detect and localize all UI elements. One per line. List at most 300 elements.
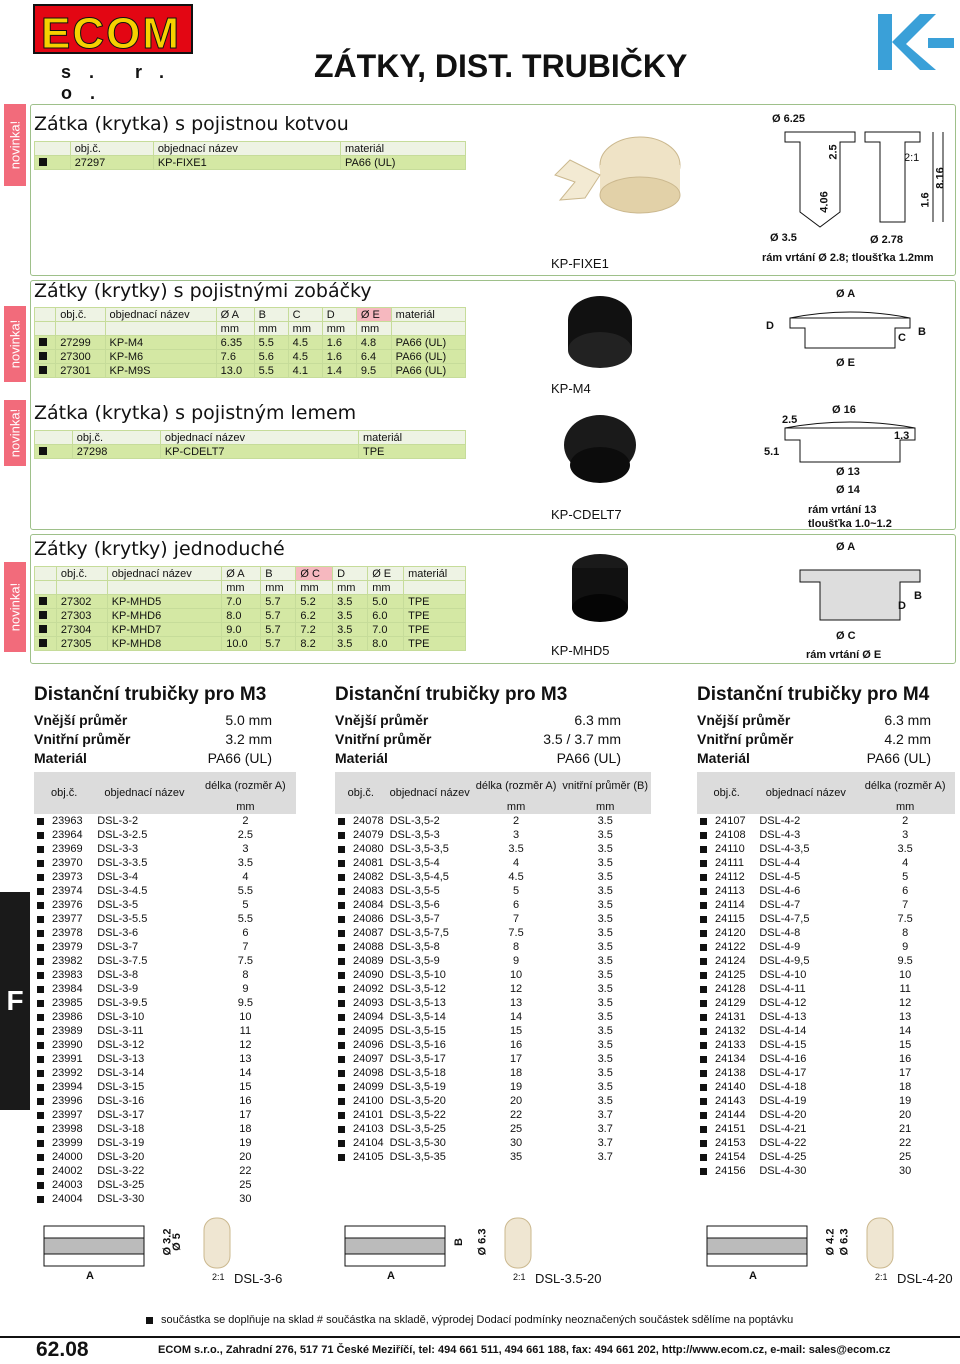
cdelt-table — [34, 430, 466, 459]
bullet-icon — [700, 860, 707, 867]
column-header: obj.č. — [72, 431, 160, 445]
order-number: 23990 — [34, 1038, 94, 1052]
table-cell: DSL-3,5-14 — [389, 1011, 446, 1023]
table-row — [34, 1178, 296, 1192]
order-number: 24134 — [697, 1052, 756, 1066]
new-tab: novinka! — [4, 306, 26, 382]
table-cell: 3 — [513, 829, 520, 841]
spec-label: Vnější průměr — [697, 712, 791, 728]
bullet-icon — [39, 625, 47, 633]
table-cell: PA66 (UL) — [391, 336, 465, 350]
spacer-title: Distanční trubičky pro M3 — [34, 684, 267, 705]
bullet-icon — [37, 930, 44, 937]
table-cell: 4.5 — [288, 350, 322, 364]
table-cell: 1.6 — [322, 336, 356, 350]
bullet-icon — [700, 958, 707, 965]
table-row — [34, 1108, 296, 1122]
table-row — [697, 870, 955, 884]
order-number: 24115 — [697, 912, 756, 926]
order-number: 24087 — [335, 926, 387, 940]
unit-cell: mm — [261, 581, 296, 595]
bullet-icon — [338, 1056, 345, 1063]
drill-note: rám vrtání Ø 2.8; tloušťka 1.2mm — [762, 252, 934, 264]
bullet-icon — [700, 972, 707, 979]
table-cell: DSL-3-16 — [97, 1095, 145, 1107]
table-cell: PA66 (UL) — [340, 156, 465, 170]
bullet-col — [35, 364, 56, 378]
table-cell: KP-M6 — [105, 350, 216, 364]
table-cell: DSL-3-13 — [97, 1053, 145, 1065]
bullet-icon — [338, 1028, 345, 1035]
table-row — [35, 156, 466, 170]
table-cell: 27301 — [56, 364, 105, 378]
table-cell: DSL-3-15 — [97, 1081, 145, 1093]
table-cell: 5.0 — [368, 595, 404, 609]
table-cell — [56, 581, 107, 595]
order-number: 24113 — [697, 884, 756, 898]
table-cell: 9.5 — [237, 997, 254, 1009]
bullet-icon — [338, 1014, 345, 1021]
order-number: 24107 — [697, 814, 756, 828]
table-cell: 6 — [242, 927, 249, 939]
table-cell: 3.5 — [597, 997, 613, 1009]
bullet-icon — [700, 846, 707, 853]
dim-label: Ø C — [836, 630, 856, 642]
table-row — [335, 814, 651, 828]
table-row — [335, 828, 651, 842]
photo-caption: KP-MHD5 — [551, 643, 610, 658]
spec-value: PA66 (UL) — [207, 750, 272, 766]
spec-label: Materiál — [34, 750, 87, 766]
order-number: 23979 — [34, 940, 94, 954]
table-cell: 3.5 — [597, 913, 613, 925]
order-number: 24092 — [335, 982, 387, 996]
bullet-icon — [37, 986, 44, 993]
order-number: 23985 — [34, 996, 94, 1010]
order-number: 23978 — [34, 926, 94, 940]
table-cell: DSL-4-18 — [759, 1081, 807, 1093]
table-cell: 3.5 — [597, 941, 613, 953]
order-number: 23992 — [34, 1066, 94, 1080]
table-cell — [391, 322, 465, 336]
table-cell: DSL-3-30 — [97, 1193, 145, 1205]
table-cell: 9 — [902, 941, 909, 953]
table-row — [335, 1080, 651, 1094]
order-number: 24004 — [34, 1192, 94, 1206]
order-number: 24089 — [335, 954, 387, 968]
table-cell: 6.0 — [368, 609, 404, 623]
table-cell: DSL-3,5-3,5 — [389, 843, 449, 855]
order-number: 24110 — [697, 842, 756, 856]
dim-label: B — [918, 326, 926, 338]
table-cell: 7 — [242, 941, 249, 953]
column-header: materiál — [358, 431, 465, 445]
table-cell: 27305 — [56, 637, 107, 651]
table-row — [697, 1108, 955, 1122]
table-cell: TPE — [404, 623, 466, 637]
spec-label: Vnitřní průměr — [335, 731, 432, 747]
unit-cell: mm — [288, 322, 322, 336]
table-cell: 18 — [899, 1081, 912, 1093]
dim-label: 2.5 — [827, 144, 840, 160]
table-cell: 9 — [242, 983, 249, 995]
bullet-icon — [700, 1014, 707, 1021]
order-number: 24095 — [335, 1024, 387, 1038]
table-header — [34, 772, 296, 800]
table-cell — [404, 581, 466, 595]
bullet-icon — [338, 1126, 345, 1133]
table-cell: 3.5 — [597, 955, 613, 967]
bullet-icon — [700, 1140, 707, 1147]
table-row — [335, 1122, 651, 1136]
table-cell: 19 — [899, 1095, 912, 1107]
column-header: objednací název — [94, 772, 195, 814]
order-number: 23969 — [34, 842, 94, 856]
table-row — [335, 954, 651, 968]
bullet-icon — [37, 1042, 44, 1049]
order-number: 24104 — [335, 1136, 387, 1150]
bullet-icon — [39, 338, 47, 346]
table-cell: DSL-3-2 — [97, 815, 139, 827]
table-cell: 25 — [899, 1151, 912, 1163]
table-row — [34, 1122, 296, 1136]
drill-note: tloušťka 1.0~1.2 — [808, 518, 892, 530]
units-row — [35, 581, 466, 595]
legend: součástka se doplňuje na sklad # součástka na skladě, výprodej Dodací podmínky neoznačených součástek sdělíme na poptávku — [146, 1314, 793, 1326]
bullet-icon — [338, 986, 345, 993]
dim-label: 5.1 — [764, 446, 780, 458]
table-cell: 5 — [513, 885, 520, 897]
bullet-icon — [37, 818, 44, 825]
table-cell: 17 — [899, 1067, 912, 1079]
spec-label: Vnější průměr — [34, 712, 128, 728]
bullet-icon — [37, 1098, 44, 1105]
bullet-icon — [37, 1056, 44, 1063]
table-cell: 17 — [509, 1053, 523, 1065]
table-cell: 5 — [902, 871, 909, 883]
spacer-title: Distanční trubičky pro M4 — [697, 684, 930, 705]
table-cell: 4 — [242, 871, 249, 883]
bullet-icon — [37, 958, 44, 965]
column-header: obj.č. — [56, 308, 105, 322]
table-cell: DSL-4-17 — [759, 1067, 807, 1079]
bullet-icon — [338, 1000, 345, 1007]
bullet-col — [35, 142, 71, 156]
table-cell: DSL-4-19 — [759, 1095, 807, 1107]
table-cell: 8 — [513, 941, 520, 953]
table-cell: 22 — [239, 1165, 252, 1177]
table-cell: 10 — [899, 969, 912, 981]
table-cell: 3.5 — [597, 1095, 613, 1107]
bullet-icon — [338, 888, 345, 895]
column-header: Ø A — [222, 567, 261, 581]
table-row — [34, 1052, 296, 1066]
order-number: 23977 — [34, 912, 94, 926]
bullet-icon — [37, 888, 44, 895]
table-cell: 16 — [509, 1039, 523, 1051]
table-cell: 3.7 — [597, 1109, 613, 1121]
table-cell: DSL-3-3.5 — [97, 857, 148, 869]
table-cell: KP-MHD8 — [107, 637, 222, 651]
dim-label: 2.5 — [782, 414, 798, 426]
table-cell: DSL-3,5-12 — [389, 983, 446, 995]
table-cell: DSL-3-18 — [97, 1123, 145, 1135]
table-cell: DSL-4-30 — [759, 1165, 807, 1177]
table-cell: DSL-4-13 — [759, 1011, 807, 1023]
drawing-label: DSL-4-20 — [897, 1271, 953, 1286]
bullet-icon — [338, 832, 345, 839]
bullet-icon — [700, 1168, 707, 1175]
table-cell: DSL-3,5-8 — [389, 941, 440, 953]
order-number: 23994 — [34, 1080, 94, 1094]
table-row — [35, 350, 466, 364]
table-cell: 3.5 — [508, 843, 524, 855]
bullet-icon — [338, 944, 345, 951]
bullet-icon — [700, 986, 707, 993]
table-cell: 6 — [902, 885, 909, 897]
table-cell: 27304 — [56, 623, 107, 637]
table-cell: 3.7 — [597, 1137, 613, 1149]
order-number: 23983 — [34, 968, 94, 982]
table-header — [35, 142, 466, 156]
fixe-photo — [540, 120, 700, 240]
order-number: 23986 — [34, 1010, 94, 1024]
section-letter: F — [0, 892, 30, 1110]
bullet-icon — [338, 1070, 345, 1077]
table-cell: DSL-4-20 — [759, 1109, 807, 1121]
order-number: 24099 — [335, 1080, 387, 1094]
table-cell: 5.6 — [254, 350, 288, 364]
spec-value: 6.3 mm — [574, 712, 621, 728]
order-number: 24086 — [335, 912, 387, 926]
table-row — [34, 814, 296, 828]
bullet-icon — [338, 972, 345, 979]
spacer-table — [34, 772, 296, 1206]
table-row — [34, 968, 296, 982]
table-cell: 2.5 — [237, 829, 254, 841]
table-cell: 3.5 — [597, 857, 613, 869]
photo-caption: KP-M4 — [551, 381, 591, 396]
column-header: D — [333, 567, 368, 581]
section-title: Zátka (krytka) s pojistnou kotvou — [34, 113, 349, 135]
order-number: 24151 — [697, 1122, 756, 1136]
table-row — [335, 996, 651, 1010]
table-cell: 12 — [239, 1039, 252, 1051]
table-cell: 16 — [239, 1095, 252, 1107]
bullet-icon — [39, 639, 47, 647]
photo-caption: KP-FIXE1 — [551, 256, 609, 271]
table-cell: 7.2 — [296, 623, 333, 637]
table-row — [335, 1038, 651, 1052]
table-cell: 22 — [899, 1137, 912, 1149]
table-header — [697, 772, 955, 800]
bullet-col — [35, 431, 73, 445]
ecom-logo — [33, 4, 198, 103]
spec-label: Vnitřní průměr — [697, 731, 794, 747]
table-cell: 3.5 — [597, 1039, 613, 1051]
table-row — [34, 1066, 296, 1080]
table-row — [697, 898, 955, 912]
column-header: obj.č. — [56, 567, 107, 581]
bullet-icon — [37, 846, 44, 853]
table-row — [34, 1164, 296, 1178]
table-cell: DSL-4-5 — [759, 871, 801, 883]
table-row — [697, 1038, 955, 1052]
order-number: 23973 — [34, 870, 94, 884]
table-cell — [107, 581, 222, 595]
table-cell: DSL-3,5-19 — [389, 1081, 446, 1093]
table-row — [34, 1192, 296, 1206]
table-cell: 5.7 — [261, 609, 296, 623]
table-row — [697, 1066, 955, 1080]
order-number: 24112 — [697, 870, 756, 884]
unit-cell: mm — [296, 581, 333, 595]
dim-label: Ø 6.3 — [476, 1228, 489, 1256]
table-cell: 1.4 — [322, 364, 356, 378]
table-cell: 22 — [509, 1109, 523, 1121]
table-row — [697, 1150, 955, 1164]
table-cell: DSL-3-20 — [97, 1151, 145, 1163]
bullet-icon — [338, 874, 345, 881]
drawing-label: DSL-3.5-20 — [535, 1271, 602, 1286]
bullet-icon — [39, 597, 47, 605]
table-cell — [56, 322, 105, 336]
table-cell: DSL-3-9 — [97, 983, 139, 995]
table-cell: DSL-3-4 — [97, 871, 139, 883]
table-cell: DSL-3,5-15 — [389, 1025, 446, 1037]
table-cell: DSL-3,5-4 — [389, 857, 440, 869]
table-cell: 14 — [899, 1025, 912, 1037]
dim-label: A — [86, 1270, 94, 1282]
table-cell: DSL-4-25 — [759, 1151, 807, 1163]
table-cell: 21 — [899, 1123, 912, 1135]
table-row — [697, 982, 955, 996]
table-cell: DSL-3-4.5 — [97, 885, 148, 897]
dim-label: Ø 13 — [836, 466, 860, 478]
table-cell: DSL-4-9,5 — [759, 955, 810, 967]
table-cell: KP-CDELT7 — [160, 445, 358, 459]
table-cell: 27297 — [70, 156, 153, 170]
table-row — [335, 1010, 651, 1024]
table-cell: 6.35 — [216, 336, 254, 350]
table-row — [34, 912, 296, 926]
column-header: C — [288, 308, 322, 322]
order-number: 24124 — [697, 954, 756, 968]
table-cell: KP-MHD7 — [107, 623, 222, 637]
table-row — [34, 898, 296, 912]
table-cell: DSL-3,5-5 — [389, 885, 440, 897]
order-number: 23963 — [34, 814, 94, 828]
table-cell: 5.2 — [296, 595, 333, 609]
table-cell: 13 — [239, 1053, 252, 1065]
table-cell: 5.5 — [237, 885, 254, 897]
order-number: 24103 — [335, 1122, 387, 1136]
bullet-col — [35, 623, 57, 637]
bullet-icon — [338, 860, 345, 867]
table-cell: 20 — [509, 1095, 523, 1107]
table-row — [697, 1024, 955, 1038]
spec-label: Materiál — [697, 750, 750, 766]
table-cell: 20 — [899, 1109, 912, 1121]
table-cell: 7.0 — [368, 623, 404, 637]
table-row — [335, 1094, 651, 1108]
table-cell — [105, 322, 216, 336]
bullet-icon — [37, 1168, 44, 1175]
table-cell: 27299 — [56, 336, 105, 350]
table-cell: 9.5 — [356, 364, 391, 378]
ky-logo-icon — [876, 8, 956, 78]
bullet-icon — [700, 818, 707, 825]
table-cell: DSL-3,5-6 — [389, 899, 440, 911]
dim-label: C — [898, 332, 906, 344]
column-header: objednací název — [160, 431, 358, 445]
table-row — [34, 870, 296, 884]
dim-label: Ø 14 — [836, 484, 860, 496]
order-number: 24122 — [697, 940, 756, 954]
table-cell: 3.5 — [597, 927, 613, 939]
bullet-icon — [39, 158, 47, 166]
table-row — [697, 1052, 955, 1066]
table-row — [697, 1164, 955, 1178]
table-cell: 8.0 — [368, 637, 404, 651]
table-cell: 3.5 — [597, 871, 613, 883]
dim-label: Ø 5 — [170, 1233, 183, 1251]
bullet-icon — [338, 930, 345, 937]
order-number: 24083 — [335, 884, 387, 898]
table-cell: 30 — [509, 1137, 523, 1149]
dim-label: 8.16 — [934, 167, 947, 189]
column-header: materiál — [340, 142, 465, 156]
bullet-icon — [700, 874, 707, 881]
bullet-icon — [37, 1014, 44, 1021]
table-cell: DSL-3-14 — [97, 1067, 145, 1079]
bullet-icon — [700, 1070, 707, 1077]
dim-label: Ø 3.2 — [161, 1228, 174, 1256]
bullet-icon — [338, 916, 345, 923]
order-number: 24002 — [34, 1164, 94, 1178]
table-cell: DSL-4-3 — [759, 829, 801, 841]
table-cell: DSL-4-14 — [759, 1025, 807, 1037]
dim-label: Ø A — [836, 288, 856, 300]
table-cell: 8.2 — [296, 637, 333, 651]
dim-label: A — [387, 1270, 395, 1282]
table-row — [35, 336, 466, 350]
bullet-col — [35, 445, 73, 459]
table-cell: 3.5 — [597, 1011, 613, 1023]
table-cell: DSL-4-21 — [759, 1123, 807, 1135]
dim-label: 1.3 — [894, 430, 910, 442]
unit-cell: mm — [333, 581, 368, 595]
table-cell: 30 — [899, 1165, 912, 1177]
table-cell: 5.7 — [261, 623, 296, 637]
table-cell: 4 — [902, 857, 909, 869]
order-number: 24082 — [335, 870, 387, 884]
table-row — [34, 1024, 296, 1038]
order-number: 24105 — [335, 1150, 387, 1164]
table-cell: TPE — [404, 609, 466, 623]
table-row — [335, 1052, 651, 1066]
drill-note: rám vrtání Ø E — [806, 649, 882, 661]
table-row — [335, 1150, 651, 1164]
table-cell: 13 — [509, 997, 523, 1009]
table-cell: 12 — [509, 983, 523, 995]
bullet-icon — [338, 818, 345, 825]
table-cell: 13.0 — [216, 364, 254, 378]
order-number: 24129 — [697, 996, 756, 1010]
order-number: 23974 — [34, 884, 94, 898]
table-row — [34, 884, 296, 898]
table-cell: 7 — [902, 899, 909, 911]
